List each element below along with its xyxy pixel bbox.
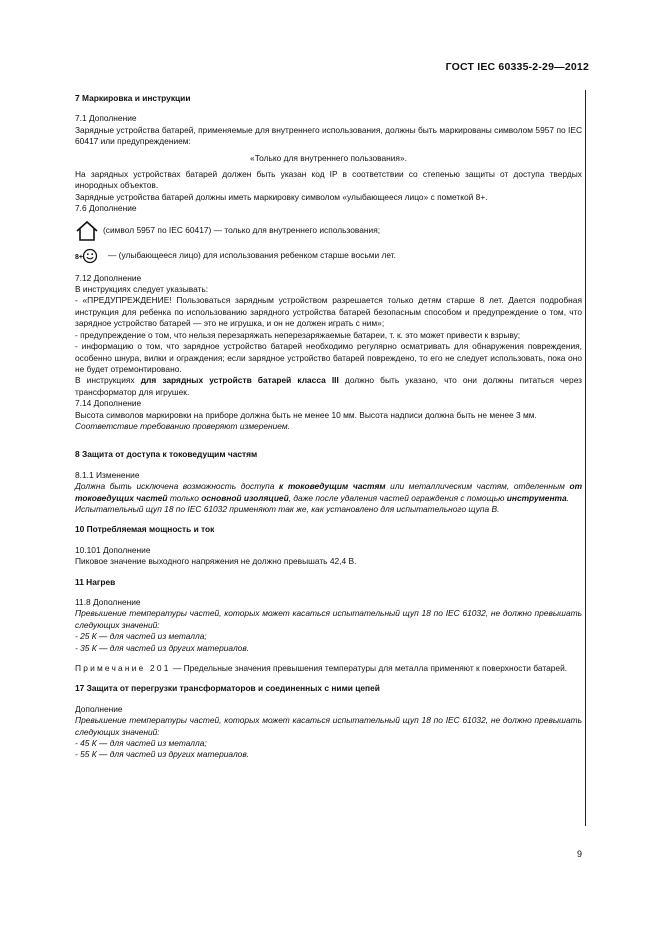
symbol-row-smiley: [75, 248, 582, 264]
age-label: 8+: [75, 254, 83, 262]
note-201: [75, 663, 582, 674]
text-run: только: [167, 492, 202, 503]
page-number: 9: [576, 849, 582, 859]
clause-10-101-heading: 10.101 Дополнение: [75, 544, 151, 555]
text-run: .: [566, 492, 569, 503]
clause-8-1-1-para-1: [75, 481, 582, 504]
clause-8-1-1-heading: 8.1.1 Изменение: [75, 469, 140, 480]
section-10-title: 10 Потребляемая мощность и ток: [75, 524, 215, 535]
clause-7-1-heading: 7.1 Дополнение: [75, 113, 137, 124]
section-17-para: Превышение температуры частей, которых может касаться испытательный щуп 18 по IEC 61032, не должно превышать следующих значений:: [75, 715, 582, 737]
smiley-face-icon: [75, 248, 98, 264]
clause-7-12-item-2: - предупреждение о том, что нельзя перезаряжать неперезаряжаемые батареи, т. к. это может привести к взрыву;: [75, 329, 521, 340]
section-11-title: 11 Нагрев: [75, 576, 116, 587]
clause-7-12-item-3: - информацию о том, что зарядное устройство батарей необходимо регулярно осматривать для обнаружения повреждения, особенно шнура, вилки и ограждения; если зарядное устройство батарей повреждено, то его не следует использовать, пока оно не будет отремонтировано.: [75, 341, 582, 374]
clause-10-101-para: Пиковое значение выходного напряжения не должно превышать 42,4 В.: [75, 556, 357, 567]
clause-7-12-intro: В инструкциях следует указывать:: [75, 284, 209, 295]
text-run: Должна быть исключена возможность доступа: [75, 481, 280, 492]
clause-7-1-para-2: На зарядных устройствах батарей должен быть указан код IP в соответствии со степенью защиты от доступа твердых инородных объектов.: [75, 169, 582, 191]
note-label: Примечание 201: [75, 663, 171, 674]
clause-11-8-heading: 11.8 Дополнение: [75, 597, 141, 607]
change-bar: [585, 90, 586, 826]
clause-7-6-heading: 7.6 Дополнение: [75, 203, 137, 214]
note-text: — Предельные значения превышения температуры для металла применяют к поверхности батарей.: [170, 663, 568, 674]
clause-11-8-para: Превышение температуры частей, которых может касаться испытательный щуп 18 по IEC 61032, не должно превышать следующих значений:: [75, 608, 582, 630]
defined-term: от токоведущих частей: [75, 481, 583, 503]
symbol-indoor-text: (символ 5957 по IEC 60417) — только для внутреннего использования;: [103, 224, 381, 235]
page-content: [75, 93, 582, 761]
clause-7-1-quote: «Только для внутреннего пользования».: [250, 152, 407, 163]
text-run: В инструкциях: [75, 375, 141, 386]
symbol-row-indoor: [75, 220, 582, 242]
clause-7-14-para-1: Высота символов маркировки на приборе должна быть не менее 10 мм. Высота надписи должна быть не менее 3 мм.: [75, 409, 537, 420]
section-17-title: 17 Защита от перегрузки трансформаторов и соединенных с ними цепей: [75, 683, 380, 694]
section-8-title: 8 Защита от доступа к токоведущим частям: [75, 449, 258, 460]
section-7-title: 7 Маркировка и инструкции: [75, 93, 191, 103]
house-icon: [75, 220, 99, 242]
defined-term: инструмента: [506, 492, 567, 503]
clause-8-1-1-para-2: Испытательный щуп 18 по IEC 61032 применяют так же, как установлено для испытательного щупа B.: [75, 503, 500, 514]
section-17-item-2: - 55 К — для частей из других материалов.: [75, 749, 250, 760]
symbol-smiley-text: — (улыбающееся лицо) для использования ребенком старше восьми лет.: [107, 249, 396, 260]
clause-11-8-item-2: - 35 К — для частей из других материалов.: [75, 642, 250, 653]
text-run: или металлическим частям, отделенным: [385, 481, 570, 492]
clause-11-8-item-1: - 25 К — для частей из металла;: [75, 631, 207, 642]
section-17-item-1: - 45 К — для частей из металла;: [75, 738, 207, 749]
clause-7-14-heading: 7.14 Дополнение: [75, 398, 142, 409]
clause-7-12-heading: 7.12 Дополнение: [75, 272, 142, 283]
defined-term: к токоведущим частям: [279, 481, 386, 492]
defined-term: основной изоляцией: [201, 492, 289, 503]
document-header: ГОСТ IEC 60335-2-29—2012: [445, 61, 589, 73]
clause-7-12-para: [75, 375, 582, 398]
clause-7-14-compliance: Соответствие требованию проверяют измерением.: [75, 420, 290, 431]
text-run: , даже после удаления частей ограждения с помощью: [288, 492, 507, 503]
defined-term: для зарядных устройств батарей класса III: [140, 375, 339, 386]
clause-7-12-item-1: - «ПРЕДУПРЕЖДЕНИЕ! Пользоваться зарядным устройством разрешается только детям старше 8 лет. Дается подробная инструкция для ребенка по использованию зарядного устройства батарей безопасным способом и предупреждение о том, что зарядное устройство батарей — это не игрушка, и он не должен играть с ним»;: [75, 295, 582, 329]
section-17-heading: Дополнение: [75, 703, 123, 714]
clause-7-1-para-1: Зарядные устройства батарей, применяемые для внутреннего использования, должны быть маркированы символом 5957 по IEC 60417 или предупреждением:: [75, 124, 582, 147]
text-run: должно быть указано, что они должны питаться через трансформатор для игрушек.: [75, 375, 583, 397]
clause-7-1-para-3: Зарядные устройства батарей должны иметь маркировку символом «улыбающееся лицо» с пометкой 8+.: [75, 191, 488, 202]
